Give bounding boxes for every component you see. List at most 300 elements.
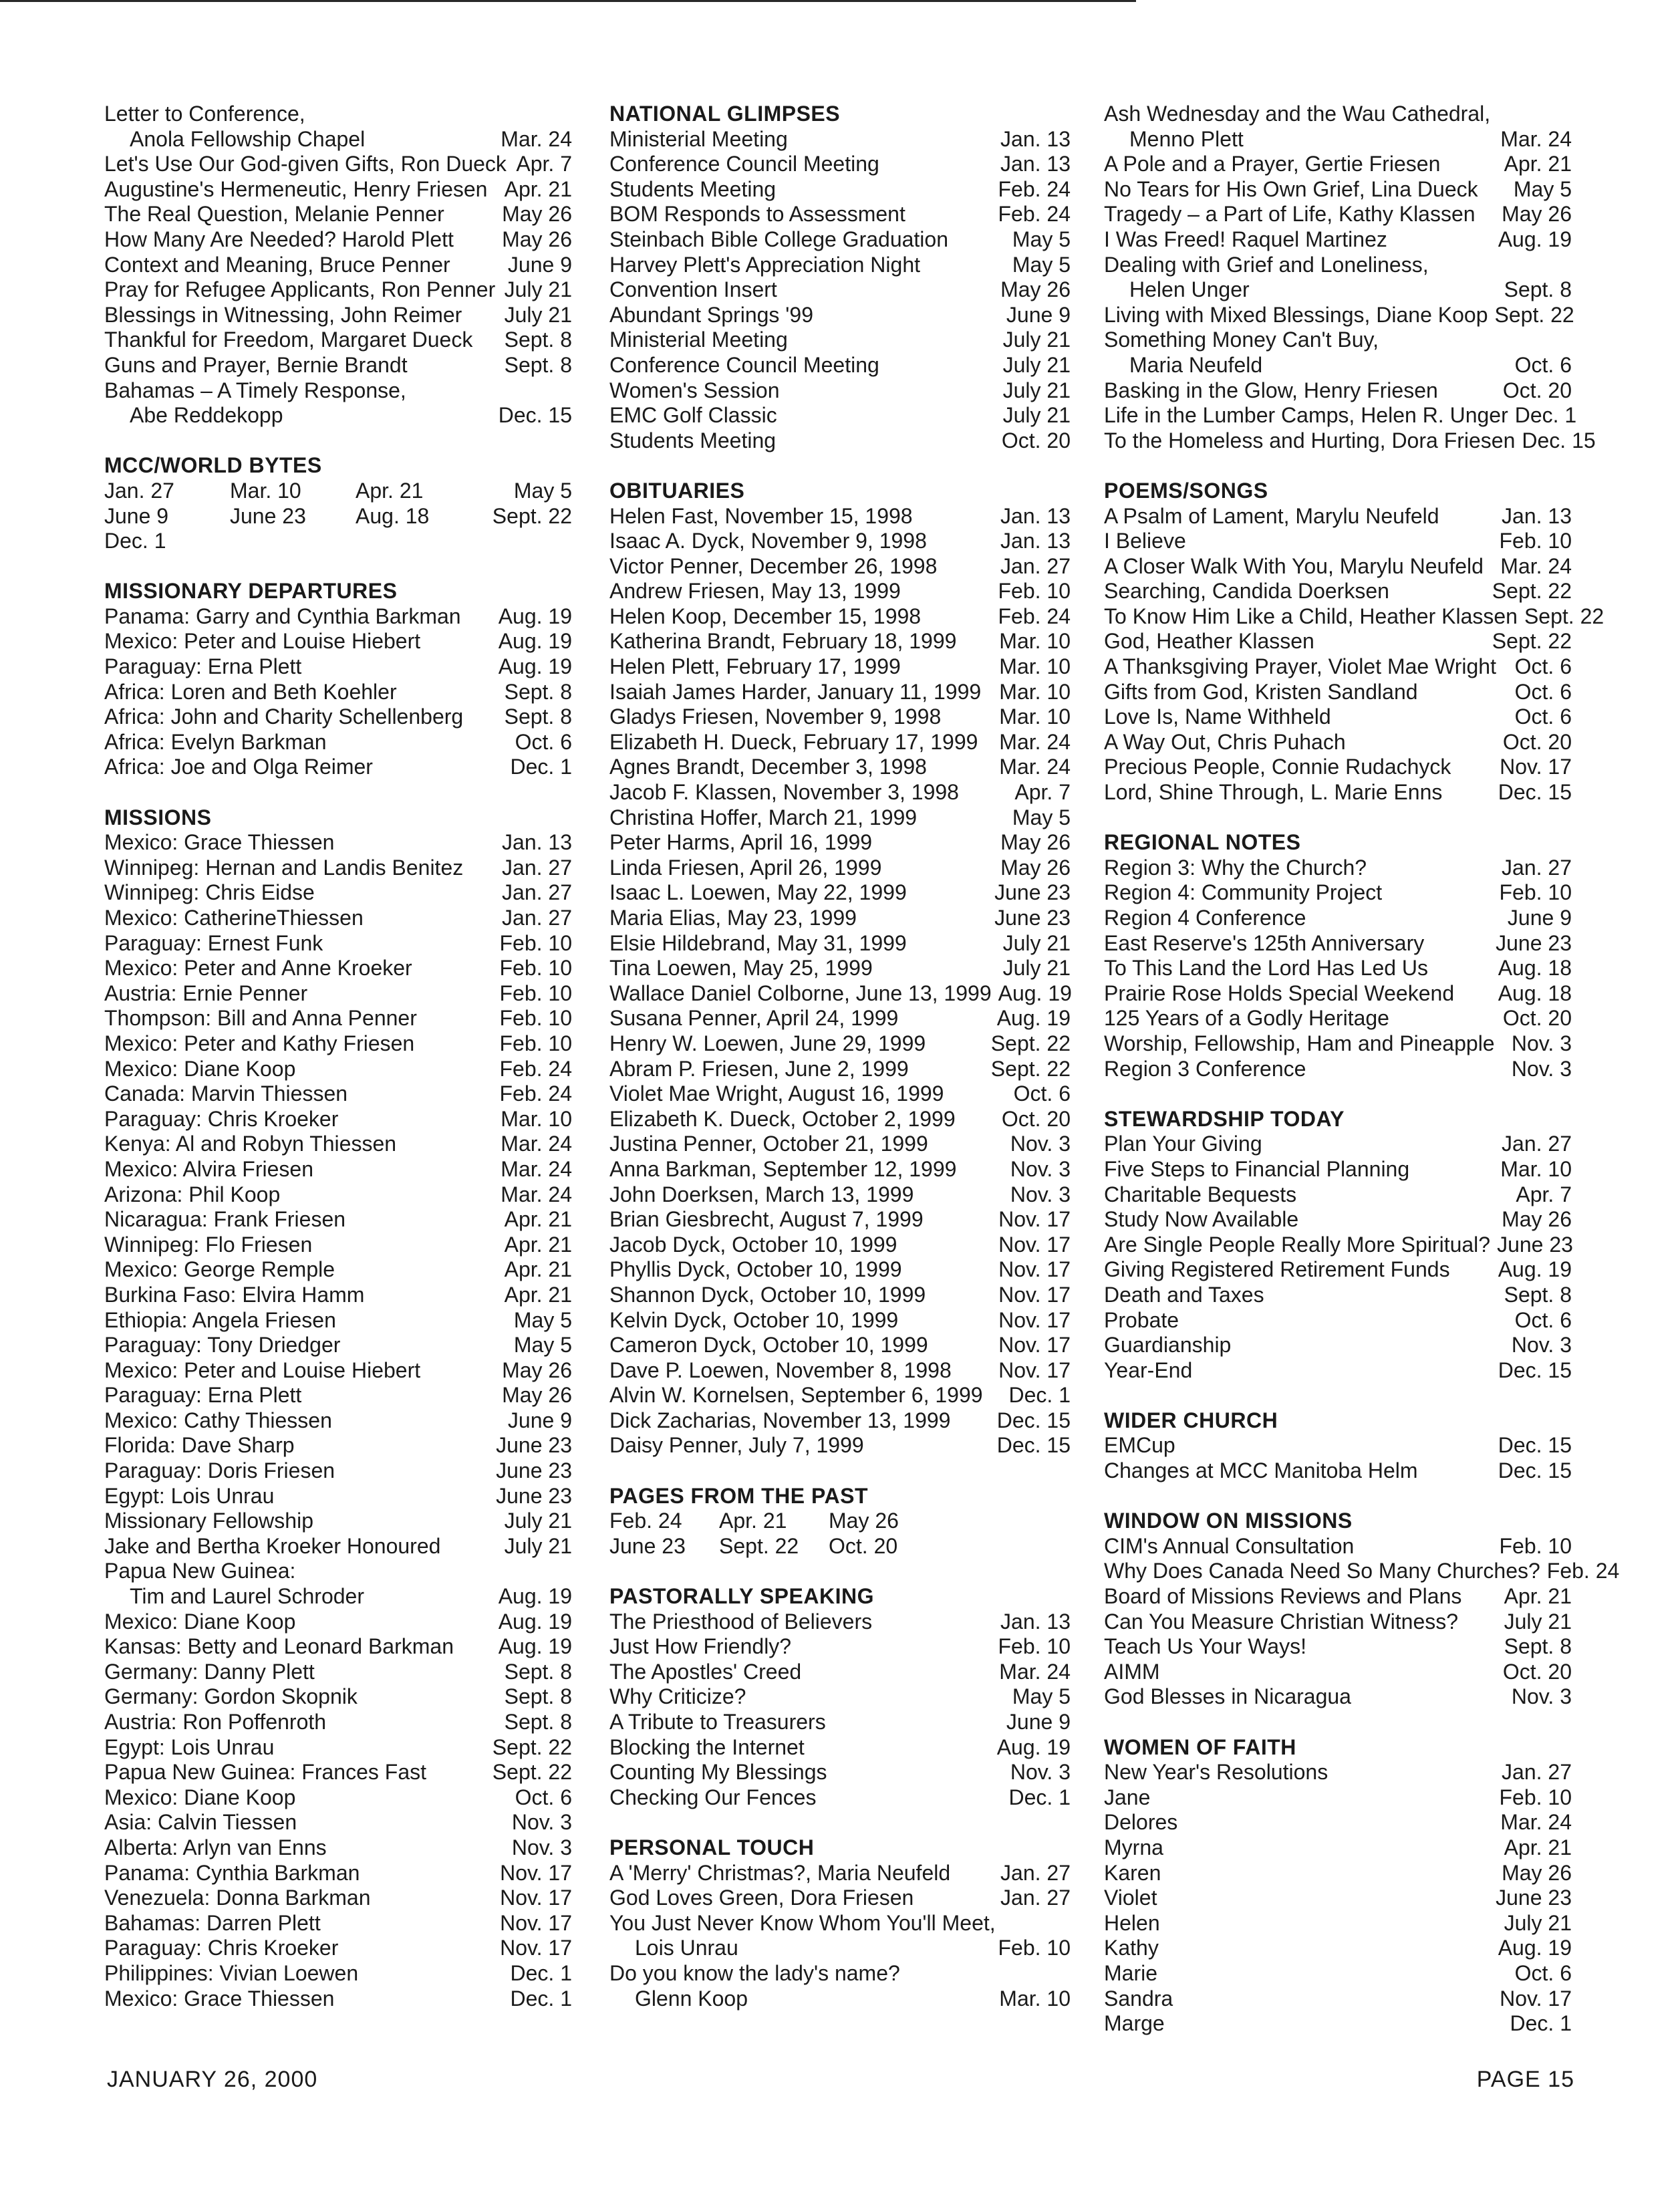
entry-title: Kelvin Dyck, October 10, 1999 — [609, 1307, 899, 1332]
entry-title: Prairie Rose Holds Special Weekend — [1104, 981, 1455, 1005]
entry-title: Philippines: Vivian Loewen — [104, 1960, 359, 1985]
entry-date: Mar. 10 — [999, 654, 1071, 679]
entry-title: Florida: Dave Sharp — [104, 1433, 295, 1458]
entry-title: Letter to Conference, — [104, 102, 305, 126]
index-entry — [609, 303, 1071, 328]
entry-date: July 21 — [1002, 328, 1071, 352]
index-entry — [609, 805, 1071, 831]
index-entry — [104, 1207, 572, 1233]
index-entry — [609, 1207, 1071, 1233]
entry-title: Conference Council Meeting — [609, 152, 879, 176]
entry-title: Myrna — [1104, 1835, 1163, 1859]
entry-date: Mar. 24 — [501, 1132, 572, 1156]
index-entry — [104, 1835, 572, 1861]
section-stewardship-today — [1104, 1107, 1572, 1384]
entry-title: Mexico: Peter and Louise Hiebert — [104, 1358, 421, 1382]
entry-date — [1565, 253, 1572, 278]
entry-date: Dec. 15 — [996, 1433, 1071, 1458]
entry-date: July 21 — [1002, 956, 1071, 981]
entry-title: The Real Question, Melanie Penner — [104, 202, 444, 227]
index-entry — [1104, 277, 1572, 303]
index-entry — [609, 1710, 1071, 1735]
entry-date: Jan. 27 — [1502, 1760, 1572, 1785]
entry-title: Bahamas: Darren Plett — [104, 1910, 321, 1935]
index-entry — [609, 403, 1071, 428]
entry-date: Sept. 22 — [1524, 604, 1604, 628]
index-entry — [1104, 1584, 1572, 1609]
entry-date: July 21 — [504, 1509, 572, 1533]
index-entry — [609, 277, 1071, 303]
entry-date: Feb. 10 — [499, 956, 572, 981]
entry-date: Sept. 22 — [990, 1031, 1071, 1055]
entry-date: Nov. 17 — [998, 1358, 1071, 1382]
entry-title: Plan Your Giving — [1104, 1132, 1262, 1156]
entry-date: Nov. 17 — [500, 1910, 572, 1935]
entry-date: Aug. 19 — [1498, 1257, 1572, 1282]
index-entry — [609, 579, 1071, 604]
index-entry — [104, 1886, 572, 1911]
section-mcc-world-bytes — [104, 453, 572, 553]
entry-title: Probate — [1104, 1307, 1179, 1332]
entry-title: Africa: John and Charity Schellenberg — [104, 704, 464, 729]
issue-date-cell: Sept. 22 — [719, 1533, 799, 1558]
entry-title: Peter Harms, April 16, 1999 — [609, 830, 873, 855]
entry-date: Sept. 8 — [504, 1684, 572, 1709]
entry-title: Mexico: Grace Thiessen — [104, 1986, 335, 2011]
entry-date: Mar. 10 — [999, 629, 1071, 654]
entry-date: July 21 — [504, 302, 572, 327]
entry-date: Feb. 24 — [998, 604, 1071, 628]
index-entry — [1104, 1233, 1572, 1258]
entry-title: Katherina Brandt, February 18, 1999 — [609, 629, 957, 654]
entry-date: Sept. 8 — [1504, 1282, 1572, 1307]
entry-date: Dec. 15 — [1498, 780, 1572, 805]
index-entry — [609, 730, 1071, 755]
index-entry — [1104, 1936, 1572, 1961]
index-entry — [609, 1358, 1071, 1384]
entry-title: Lord, Shine Through, L. Marie Enns — [1104, 780, 1443, 805]
entry-title: Maria Neufeld — [1129, 352, 1263, 377]
entry-date: Oct. 6 — [1514, 1960, 1572, 1985]
entry-title: Elizabeth H. Dueck, February 17, 1999 — [609, 729, 978, 754]
entry-title: Violet Mae Wright, August 16, 1999 — [609, 1081, 944, 1106]
entry-date: June 9 — [507, 252, 572, 277]
entry-date: Jan. 27 — [502, 855, 572, 880]
index-entry — [104, 328, 572, 353]
entry-date: Oct. 6 — [515, 1785, 572, 1809]
entry-date: June 23 — [994, 906, 1071, 930]
entry-date: May 5 — [1012, 227, 1071, 251]
entry-date: Sept. 22 — [492, 1734, 572, 1759]
entry-title: Region 3: Why the Church? — [1104, 855, 1367, 880]
entry-title: Africa: Loren and Beth Koehler — [104, 679, 397, 704]
entry-title: Susana Penner, April 24, 1999 — [609, 1006, 899, 1031]
entry-date: Feb. 24 — [998, 202, 1071, 227]
entry-date: Mar. 24 — [1500, 126, 1572, 151]
index-entry — [609, 1081, 1071, 1107]
index-entry — [609, 328, 1071, 353]
entry-title: Nicaragua: Frank Friesen — [104, 1207, 346, 1232]
index-entry — [104, 1584, 572, 1609]
index-entry — [1104, 529, 1572, 554]
entry-date: May 26 — [1502, 1207, 1572, 1232]
index-entry — [609, 1634, 1071, 1660]
index-entry — [104, 403, 572, 428]
entry-title: You Just Never Know Whom You'll Meet, — [609, 1910, 996, 1935]
index-entry — [104, 629, 572, 654]
section-missions — [104, 805, 572, 2012]
entry-date: Mar. 10 — [999, 1986, 1071, 2011]
entry-title: Germany: Gordon Skopnik — [104, 1684, 358, 1709]
entry-title: Shannon Dyck, October 10, 1999 — [609, 1282, 926, 1307]
entry-date: Aug. 18 — [1498, 981, 1572, 1005]
index-entry — [104, 1961, 572, 1986]
issue-date-cell: June 23 — [230, 503, 306, 528]
entry-date: June 23 — [496, 1433, 572, 1458]
entry-date: June 9 — [507, 1408, 572, 1432]
index-entry — [609, 378, 1071, 404]
index-entry — [609, 780, 1071, 805]
entry-title: Papua New Guinea: Frances Fast — [104, 1760, 427, 1785]
entry-title: Paraguay: Ernest Funk — [104, 930, 323, 955]
entry-date — [565, 1559, 572, 1584]
entry-title: Mexico: George Remple — [104, 1257, 335, 1282]
index-entry — [609, 353, 1071, 378]
entry-date: Aug. 19 — [996, 1734, 1071, 1759]
entry-title: Counting My Blessings — [609, 1760, 827, 1785]
index-entry — [104, 1081, 572, 1107]
issue-date-cell: May 5 — [513, 478, 572, 503]
section-heading: OBITUARIES — [609, 478, 745, 503]
index-entry — [609, 1861, 1071, 1886]
entry-date: May 26 — [502, 1383, 572, 1408]
entry-date: Apr. 7 — [516, 152, 572, 176]
index-entry — [104, 353, 572, 378]
date-grid-row — [104, 529, 572, 554]
entry-title: Helen Unger — [1129, 277, 1250, 302]
entry-date: June 23 — [1496, 1886, 1572, 1910]
index-entry — [609, 1735, 1071, 1761]
entry-date — [1565, 328, 1572, 353]
entry-date: Sept. 22 — [1494, 302, 1574, 327]
entry-title: Glenn Koop — [635, 1986, 748, 2011]
entry-title: Alberta: Arlyn van Enns — [104, 1835, 327, 1859]
entry-date: Aug. 18 — [1498, 956, 1572, 981]
index-entry — [104, 1660, 572, 1685]
index-entry — [104, 1233, 572, 1258]
entry-date — [1064, 1911, 1071, 1936]
index-entry — [1104, 353, 1572, 378]
index-entry — [1104, 504, 1572, 529]
index-entry — [104, 177, 572, 203]
entry-title: Jacob F. Klassen, November 3, 1998 — [609, 780, 959, 805]
entry-title: Menno Plett — [1129, 126, 1244, 151]
index-entry — [1104, 177, 1572, 203]
index-entry — [104, 227, 572, 253]
index-entry — [1104, 1308, 1572, 1333]
index-entry — [1104, 981, 1572, 1007]
entry-date: July 21 — [1002, 930, 1071, 955]
issue-date-cell: Jan. 27 — [104, 478, 174, 503]
entry-title: Dick Zacharias, November 13, 1999 — [609, 1408, 951, 1432]
index-entry — [104, 755, 572, 780]
index-entry — [104, 1308, 572, 1333]
section-obituaries — [609, 479, 1071, 1458]
entry-title: AIMM — [1104, 1659, 1160, 1684]
index-entry — [1104, 227, 1572, 253]
entry-title: Region 4: Community Project — [1104, 880, 1383, 905]
entry-title: Why Criticize? — [609, 1684, 746, 1709]
entry-date: Jan. 27 — [1000, 553, 1071, 578]
index-entry — [1104, 1609, 1572, 1635]
section-heading: MISSIONARY DEPARTURES — [104, 579, 398, 604]
index-entry — [1104, 780, 1572, 805]
entry-date: Nov. 17 — [500, 1936, 572, 1960]
entry-title: Searching, Candida Doerksen — [1104, 579, 1389, 604]
entry-date: Nov. 3 — [1511, 1031, 1572, 1055]
entry-date: Jan. 13 — [1000, 152, 1071, 176]
index-entry — [1104, 328, 1572, 353]
entry-date — [1064, 1961, 1071, 1986]
index-entry — [609, 1257, 1071, 1283]
entry-title: Cameron Dyck, October 10, 1999 — [609, 1333, 928, 1358]
entry-date: Feb. 10 — [1499, 529, 1572, 553]
index-entry — [1104, 1559, 1620, 1584]
section-heading: WINDOW ON MISSIONS — [1104, 1509, 1353, 1533]
index-entry — [609, 981, 1071, 1007]
index-entry — [609, 1961, 1071, 1986]
entry-title: The Apostles' Creed — [609, 1659, 802, 1684]
entry-title: Helen Koop, December 15, 1998 — [609, 604, 922, 628]
entry-title: How Many Are Needed? Harold Plett — [104, 227, 454, 251]
index-entry — [609, 1182, 1071, 1208]
entry-title: A Pole and a Prayer, Gertie Friesen — [1104, 152, 1441, 176]
section-heading: WIDER CHURCH — [1104, 1408, 1278, 1432]
index-entry — [104, 1936, 572, 1961]
entry-title: Africa: Joe and Olga Reimer — [104, 755, 373, 779]
section-poems-songs — [1104, 478, 1604, 805]
index-entry — [1104, 1986, 1572, 2012]
entry-date: Nov. 17 — [1500, 755, 1572, 779]
entry-date: Jan. 13 — [1000, 503, 1071, 528]
issue-date-cell: Dec. 1 — [104, 529, 166, 553]
section-continued — [1104, 102, 1596, 453]
entry-date: July 21 — [1002, 378, 1071, 402]
index-entry — [1104, 1660, 1572, 1685]
section-heading: REGIONAL NOTES — [1104, 830, 1301, 855]
index-entry — [104, 880, 572, 906]
entry-date: Apr. 21 — [504, 1232, 572, 1257]
index-entry — [1104, 428, 1596, 454]
index-entry — [104, 303, 572, 328]
entry-date: Feb. 10 — [499, 1031, 572, 1055]
issue-date-cell: Mar. 10 — [230, 478, 301, 503]
entry-date: Dec. 1 — [1008, 1383, 1071, 1408]
issue-date-cell: Oct. 20 — [829, 1533, 898, 1558]
index-entry — [609, 529, 1071, 554]
entry-date: Jan. 27 — [1502, 1132, 1572, 1156]
entry-date: Aug. 19 — [498, 654, 572, 679]
entry-title: Students Meeting — [609, 428, 777, 453]
index-entry — [104, 1609, 572, 1635]
entry-title: Conference Council Meeting — [609, 352, 879, 377]
index-entry — [104, 1634, 572, 1660]
entry-title: Marge — [1104, 2011, 1165, 2036]
index-entry — [1104, 2011, 1572, 2037]
index-entry — [1104, 1182, 1572, 1208]
entry-date: June 9 — [1006, 302, 1071, 327]
entry-date: Feb. 10 — [998, 579, 1071, 604]
entry-title: Kenya: Al and Robyn Thiessen — [104, 1132, 397, 1156]
index-entry — [609, 1333, 1071, 1358]
entry-title: Paraguay: Tony Driedger — [104, 1333, 341, 1358]
index-entry — [1104, 604, 1604, 630]
entry-date: Nov. 3 — [1010, 1182, 1071, 1206]
index-entry — [609, 1911, 1071, 1936]
entry-title: I Was Freed! Raquel Martinez — [1104, 227, 1387, 251]
entry-date — [1565, 102, 1572, 127]
entry-date: Dec. 1 — [1514, 403, 1577, 428]
entry-title: John Doerksen, March 13, 1999 — [609, 1182, 914, 1206]
entry-title: Burkina Faso: Elvira Hamm — [104, 1282, 365, 1307]
entry-title: Changes at MCC Manitoba Helm — [1104, 1458, 1418, 1483]
issue-date-cell — [356, 529, 481, 554]
index-entry — [609, 755, 1071, 780]
entry-title: Something Money Can't Buy, — [1104, 328, 1379, 352]
entry-title: Precious People, Connie Rudachyck — [1104, 755, 1451, 779]
entry-title: To This Land the Lord Has Led Us — [1104, 956, 1429, 981]
entry-date: Aug. 19 — [1498, 227, 1572, 251]
entry-title: Andrew Friesen, May 13, 1999 — [609, 579, 901, 604]
entry-title: Guns and Prayer, Bernie Brandt — [104, 352, 408, 377]
entry-date: Dec. 15 — [498, 403, 572, 428]
entry-title: Wallace Daniel Colborne, June 13, 1999 — [609, 981, 992, 1005]
index-entry — [609, 202, 1071, 227]
entry-date: Dec. 1 — [510, 1960, 572, 1985]
entry-title: Paraguay: Chris Kroeker — [104, 1106, 339, 1131]
entry-date: Nov. 17 — [1500, 1986, 1572, 2011]
index-entry — [609, 1609, 1071, 1635]
index-entry — [104, 1534, 572, 1559]
entry-date: Feb. 10 — [998, 1634, 1071, 1659]
entry-title: Convention Insert — [609, 277, 777, 302]
index-entry — [1104, 654, 1572, 680]
index-entry — [104, 1358, 572, 1384]
entry-date: Nov. 17 — [998, 1282, 1071, 1307]
entry-date: Mar. 10 — [501, 1106, 572, 1131]
entry-date: Nov. 3 — [1010, 1760, 1071, 1785]
entry-title: A Way Out, Chris Puhach — [1104, 729, 1346, 754]
entry-title: Bahamas – A Timely Response, — [104, 378, 406, 402]
entry-date: May 26 — [1000, 830, 1071, 855]
entry-title: Justina Penner, October 21, 1999 — [609, 1132, 928, 1156]
entry-title: Egypt: Lois Unrau — [104, 1734, 275, 1759]
index-entry — [609, 1660, 1071, 1685]
entry-date: Mar. 24 — [999, 729, 1071, 754]
index-entry — [609, 253, 1071, 278]
entry-date: June 9 — [1507, 906, 1572, 930]
index-entry — [1104, 1861, 1572, 1886]
entry-date: Dec. 15 — [1498, 1433, 1572, 1458]
entry-title: Dealing with Grief and Loneliness, — [1104, 252, 1429, 277]
entry-title: Phyllis Dyck, October 10, 1999 — [609, 1257, 902, 1282]
entry-date: Nov. 17 — [500, 1860, 572, 1885]
entry-title: Missionary Fellowship — [104, 1509, 313, 1533]
entry-title: Can You Measure Christian Witness? — [1104, 1609, 1459, 1634]
index-entry — [609, 1006, 1071, 1031]
index-entry — [1104, 303, 1572, 328]
date-grid-row — [609, 1534, 1071, 1559]
index-entry — [104, 956, 572, 981]
index-entry — [104, 1559, 572, 1584]
entry-date: Apr. 7 — [1516, 1182, 1572, 1206]
entry-title: Violet — [1104, 1886, 1157, 1910]
entry-date: Jan. 27 — [1000, 1860, 1071, 1885]
entry-title: Gladys Friesen, November 9, 1998 — [609, 704, 942, 729]
entry-title: Region 4 Conference — [1104, 906, 1306, 930]
index-entry — [1104, 579, 1572, 604]
entry-date: June 23 — [1497, 1232, 1573, 1257]
index-entry — [104, 906, 572, 931]
index-entry — [104, 1484, 572, 1509]
entry-title: Love Is, Name Withheld — [1104, 704, 1331, 729]
index-entry — [104, 1031, 572, 1057]
entry-title: Brian Giesbrecht, August 7, 1999 — [609, 1207, 924, 1232]
entry-title: Augustine's Hermeneutic, Henry Friesen — [104, 176, 488, 201]
entry-title: Henry W. Loewen, June 29, 1999 — [609, 1031, 926, 1055]
issue-date: JANUARY 26, 2000 — [107, 2067, 318, 2092]
entry-title: Blessings in Witnessing, John Reimer — [104, 302, 462, 327]
entry-title: Board of Missions Reviews and Plans — [1104, 1584, 1462, 1609]
entry-title: Canada: Marvin Thiessen — [104, 1081, 348, 1106]
index-entry — [1104, 629, 1572, 654]
entry-title: God Loves Green, Dora Friesen — [609, 1886, 914, 1910]
entry-date: Oct. 6 — [1514, 679, 1572, 704]
index-entry — [1104, 856, 1572, 881]
entry-title: Mexico: Alvira Friesen — [104, 1156, 313, 1181]
section-heading: MISSIONS — [104, 805, 212, 829]
index-entry — [609, 428, 1071, 454]
entry-title: Lois Unrau — [635, 1936, 738, 1960]
entry-date: Mar. 10 — [1500, 1156, 1572, 1181]
entry-date: July 21 — [1504, 1910, 1572, 1935]
entry-date: Mar. 10 — [999, 704, 1071, 729]
index-entry — [609, 1684, 1071, 1710]
entry-date: Jan. 13 — [1502, 503, 1572, 528]
index-entry — [104, 1735, 572, 1761]
entry-date: Oct. 20 — [1001, 428, 1071, 453]
index-entry — [1104, 1810, 1572, 1835]
entry-date: Oct. 20 — [1001, 1106, 1071, 1131]
entry-title: To the Homeless and Hurting, Dora Friesen — [1104, 428, 1516, 453]
entry-date: May 26 — [1000, 277, 1071, 302]
entry-date: Sept. 22 — [1492, 629, 1572, 654]
index-entry — [104, 202, 572, 227]
entry-date: May 26 — [1000, 855, 1071, 880]
index-entry — [104, 1509, 572, 1534]
entry-date: Oct. 20 — [1502, 1006, 1572, 1031]
index-entry — [1104, 680, 1572, 705]
entry-title: Isaiah James Harder, January 11, 1999 — [609, 679, 982, 704]
entry-title: Isaac L. Loewen, May 22, 1999 — [609, 880, 907, 905]
entry-title: Anna Barkman, September 12, 1999 — [609, 1156, 957, 1181]
index-entry — [104, 1157, 572, 1182]
section-heading: WOMEN OF FAITH — [1104, 1734, 1296, 1759]
entry-date: Mar. 24 — [1500, 553, 1572, 578]
entry-date: Feb. 10 — [499, 981, 572, 1005]
entry-title: Mexico: Peter and Louise Hiebert — [104, 629, 421, 654]
index-entry — [104, 1257, 572, 1283]
